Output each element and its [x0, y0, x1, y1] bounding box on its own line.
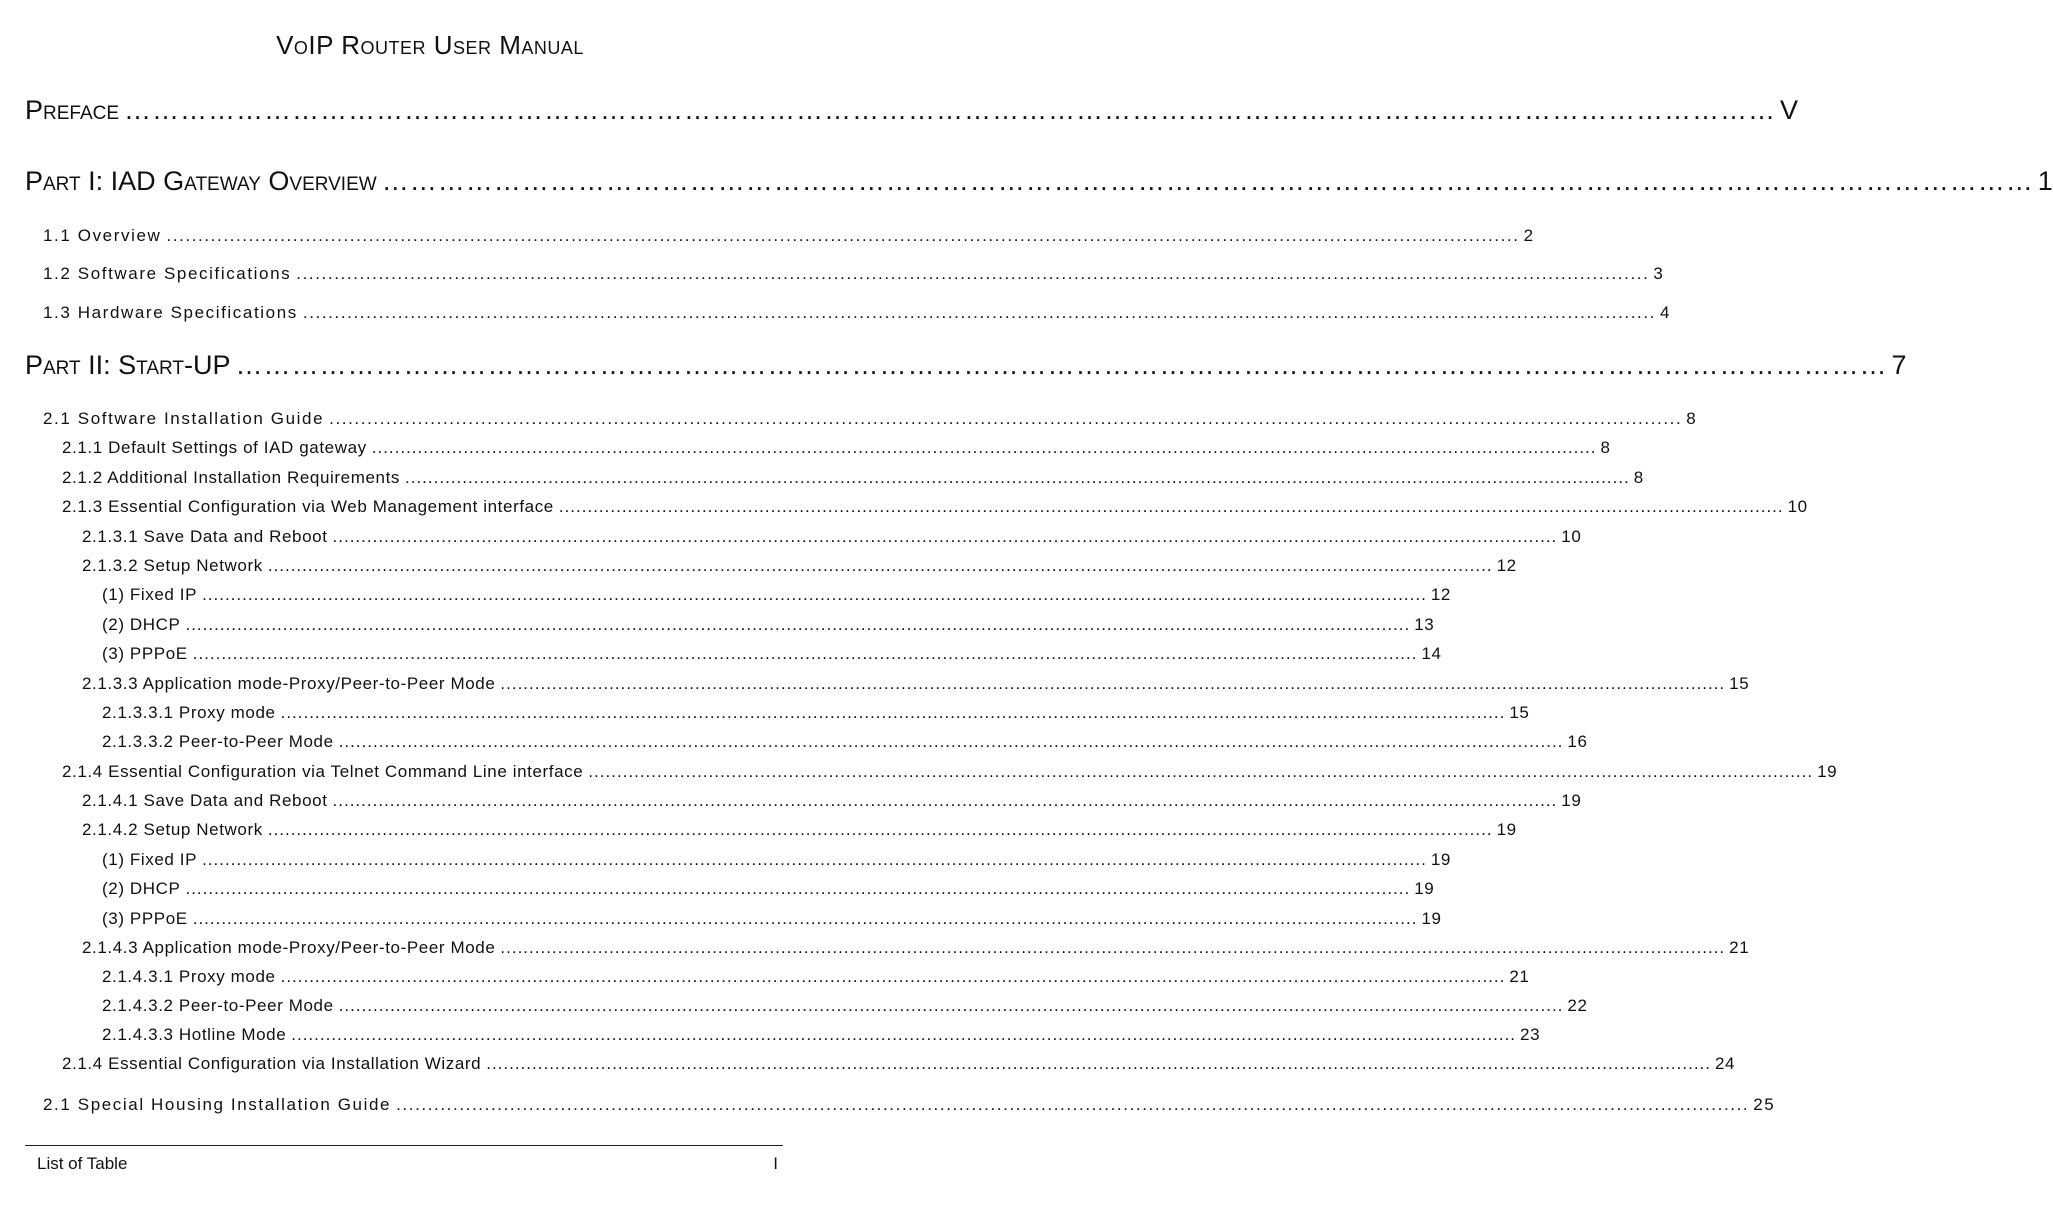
- toc-entry-label: 2.1.3.2 Setup Network: [82, 556, 263, 575]
- leader-dots: ......................................................................................................................................................................................................................: [291, 1025, 1517, 1044]
- toc-entry-2-1-4-3-3[interactable]: [102, 1025, 1541, 1045]
- toc-entry-page: 19: [1430, 850, 1451, 869]
- toc-entry-page: 19: [1496, 820, 1517, 839]
- toc-entry-2-1-4-telnet[interactable]: [62, 762, 1838, 782]
- toc-entry-page: 25: [1753, 1095, 1776, 1114]
- leader-dots: ......................................................................................................................................................................................................................: [338, 996, 1564, 1015]
- toc-entry-page: 21: [1729, 938, 1750, 957]
- toc-entry-label: 2.1.4.3.3 Hotline Mode: [102, 1025, 287, 1044]
- leader-dots: ......................................................................................................................................................................................................................: [500, 938, 1726, 957]
- toc-entry-2-1-2[interactable]: [62, 468, 1644, 488]
- toc-entry-page: 19: [1414, 879, 1435, 898]
- toc-entry-part-1[interactable]: [25, 166, 2053, 197]
- toc-entry-label: (3) PPPoE: [102, 909, 188, 928]
- toc-entry-label: (1) Fixed IP: [102, 850, 198, 869]
- toc-entry-label: 2.1.3 Essential Configuration via Web Management interface: [62, 497, 554, 516]
- toc-entry-1-1[interactable]: [43, 226, 1535, 246]
- document-title: VoIP Router User Manual: [276, 30, 584, 60]
- toc-entry-label: Part II: Start-UP: [25, 350, 231, 380]
- toc-entry-label: 2.1.4.3.1 Proxy mode: [102, 967, 276, 986]
- leader-dots: ......................................................................................................................................................................................................................: [280, 967, 1506, 986]
- toc-entry-page: 24: [1715, 1054, 1736, 1073]
- leader-dots: ……………………………………………………………………………………………………………………………………………………………: [235, 350, 1888, 380]
- leader-dots: ......................................................................................................................................................................................................................: [486, 1054, 1711, 1073]
- toc-entry-2-1-3-3[interactable]: [82, 674, 1750, 694]
- toc-entry-page: 21: [1509, 967, 1530, 986]
- leader-dots: ......................................................................................................................................................................................................................: [185, 615, 1411, 634]
- toc-entry-label: 1.3 Hardware Specifications: [43, 303, 298, 322]
- footer-divider: [25, 1145, 783, 1146]
- toc-entry-page: 13: [1414, 615, 1435, 634]
- toc-entry-2-1-4-1[interactable]: [82, 791, 1582, 811]
- leader-dots: ......................................................................................................................................................................................................................: [500, 674, 1726, 693]
- toc-entry-2-1-1[interactable]: [62, 438, 1611, 458]
- toc-entry-label: 1.1 Overview: [43, 226, 162, 245]
- toc-entry-label: Preface: [25, 95, 120, 125]
- toc-entry-label: 2.1.4.1 Save Data and Reboot: [82, 791, 328, 810]
- toc-entry-page: 12: [1430, 585, 1451, 604]
- toc-entry-fixed-ip[interactable]: [102, 585, 1451, 605]
- toc-entry-page: 22: [1567, 996, 1588, 1015]
- toc-entry-label: 2.1 Software Installation Guide: [43, 409, 325, 428]
- toc-entry-2-1-4-wizard[interactable]: [62, 1054, 1736, 1074]
- toc-entry-label: 2.1.4 Essential Configuration via Installation Wizard: [62, 1054, 482, 1073]
- toc-entry-2-1-3-1[interactable]: [82, 527, 1582, 547]
- leader-dots: ......................................................................................................................................................................................................................: [202, 850, 1427, 869]
- toc-entry-label: 2.1.4.3.2 Peer-to-Peer Mode: [102, 996, 334, 1015]
- toc-entry-page: 19: [1817, 762, 1838, 781]
- toc-entry-label: 2.1.3.3 Application mode-Proxy/Peer-to-Peer Mode: [82, 674, 496, 693]
- leader-dots: ......................................................................................................................................................................................................................: [332, 791, 1558, 810]
- toc-entry-page: 19: [1561, 791, 1582, 810]
- toc-entry-label: (2) DHCP: [102, 615, 181, 634]
- toc-entry-dhcp[interactable]: [102, 615, 1435, 635]
- toc-entry-page: 10: [1787, 497, 1808, 516]
- toc-entry-page: 7: [1891, 350, 1907, 380]
- toc-entry-label: 2.1.4.3 Application mode-Proxy/Peer-to-Peer Mode: [82, 938, 496, 957]
- toc-entry-2-1-3[interactable]: [62, 497, 1808, 517]
- toc-entry-label: (2) DHCP: [102, 879, 181, 898]
- toc-entry-page: 10: [1561, 527, 1582, 546]
- leader-dots: ......................................................................................................................................................................................................................: [396, 1095, 1750, 1114]
- toc-entry-2-1-3-2[interactable]: [82, 556, 1517, 576]
- leader-dots: ......................................................................................................................................................................................................................: [371, 438, 1597, 457]
- toc-entry-label: 1.2 Software Specifications: [43, 264, 292, 283]
- toc-entry-page: 16: [1567, 732, 1588, 751]
- toc-entry-part-2[interactable]: [25, 350, 1907, 381]
- toc-entry-page: 8: [1686, 409, 1698, 428]
- toc-entry-page: 12: [1496, 556, 1517, 575]
- leader-dots: ......................................................................................................................................................................................................................: [267, 556, 1493, 575]
- toc-entry-label: Part I: IAD Gateway Overview: [25, 166, 377, 196]
- toc-entry-page: 14: [1421, 644, 1442, 663]
- leader-dots: ......................................................................................................................................................................................................................: [202, 585, 1427, 604]
- toc-entry-page: 2: [1523, 226, 1535, 245]
- toc-entry-2-1-4-3-2[interactable]: [102, 996, 1588, 1016]
- toc-entry-page: 3: [1653, 264, 1665, 283]
- leader-dots: ......................................................................................................................................................................................................................: [280, 703, 1506, 722]
- toc-entry-pppoe[interactable]: [102, 644, 1442, 664]
- toc-entry-label: 2.1.4.2 Setup Network: [82, 820, 263, 839]
- toc-entry-label: 2.1.3.3.1 Proxy mode: [102, 703, 276, 722]
- toc-entry-preface[interactable]: [25, 95, 1799, 126]
- toc-entry-page: 19: [1421, 909, 1442, 928]
- toc-entry-page: 8: [1633, 468, 1644, 487]
- toc-entry-2-1-4-3-1[interactable]: [102, 967, 1530, 987]
- leader-dots: ......................................................................................................................................................................................................................: [405, 468, 1630, 487]
- toc-entry-label: 2.1.1 Default Settings of IAD gateway: [62, 438, 367, 457]
- toc-entry-label: 2.1.3.1 Save Data and Reboot: [82, 527, 328, 546]
- toc-entry-2-1-4-2[interactable]: [82, 820, 1517, 840]
- leader-dots: ......................................................................................................................................................................................................................: [332, 527, 1558, 546]
- footer-section-label: List of Table: [37, 1154, 128, 1173]
- leader-dots: ......................................................................................................................................................................................................................: [558, 497, 1784, 516]
- toc-entry-2-1-4-3[interactable]: [82, 938, 1750, 958]
- toc-entry-page: 15: [1509, 703, 1530, 722]
- leader-dots: ……………………………………………………………………………………………………………………………………………………………: [381, 166, 2034, 196]
- toc-entry-pppoe[interactable]: [102, 909, 1442, 929]
- leader-dots: ......................................................................................................................................................................................................................: [267, 820, 1493, 839]
- toc-entry-page: 23: [1520, 1025, 1541, 1044]
- toc-entry-label: 2.1.2 Additional Installation Requirements: [62, 468, 401, 487]
- leader-dots: ......................................................................................................................................................................................................................: [192, 644, 1418, 663]
- toc-entry-page: 4: [1660, 303, 1672, 322]
- toc-entry-page: 8: [1600, 438, 1611, 457]
- toc-entry-2-1-3-3-1[interactable]: [102, 703, 1530, 723]
- toc-entry-label: 2.1.3.3.2 Peer-to-Peer Mode: [102, 732, 334, 751]
- leader-dots: ……………………………………………………………………………………………………………………………………………………………: [124, 95, 1777, 125]
- toc-entry-fixed-ip[interactable]: [102, 850, 1451, 870]
- toc-entry-1-2[interactable]: [43, 264, 1665, 284]
- toc-entry-dhcp[interactable]: [102, 879, 1435, 899]
- toc-entry-label: (3) PPPoE: [102, 644, 188, 663]
- footer-page-number: I: [773, 1154, 778, 1173]
- toc-entry-2-1[interactable]: [43, 409, 1698, 429]
- toc-entry-2-1-special-housing[interactable]: [43, 1095, 1776, 1115]
- toc-entry-page: V: [1780, 95, 1799, 125]
- toc-entry-page: 15: [1729, 674, 1750, 693]
- toc-entry-label: 2.1 Special Housing Installation Guide: [43, 1095, 392, 1114]
- leader-dots: ......................................................................................................................................................................................................................: [185, 879, 1411, 898]
- leader-dots: ......................................................................................................................................................................................................................: [302, 303, 1657, 322]
- leader-dots: ......................................................................................................................................................................................................................: [166, 226, 1520, 245]
- toc-entry-label: 2.1.4 Essential Configuration via Telnet Command Line interface: [62, 762, 584, 781]
- toc-entry-label: (1) Fixed IP: [102, 585, 198, 604]
- toc-entry-2-1-3-3-2[interactable]: [102, 732, 1588, 752]
- leader-dots: ......................................................................................................................................................................................................................: [338, 732, 1564, 751]
- leader-dots: ......................................................................................................................................................................................................................: [296, 264, 1650, 283]
- leader-dots: ......................................................................................................................................................................................................................: [192, 909, 1418, 928]
- toc-entry-page: 1: [2037, 166, 2053, 196]
- toc-entry-1-3[interactable]: [43, 303, 1672, 323]
- leader-dots: ......................................................................................................................................................................................................................: [588, 762, 1814, 781]
- leader-dots: ......................................................................................................................................................................................................................: [329, 409, 1683, 428]
